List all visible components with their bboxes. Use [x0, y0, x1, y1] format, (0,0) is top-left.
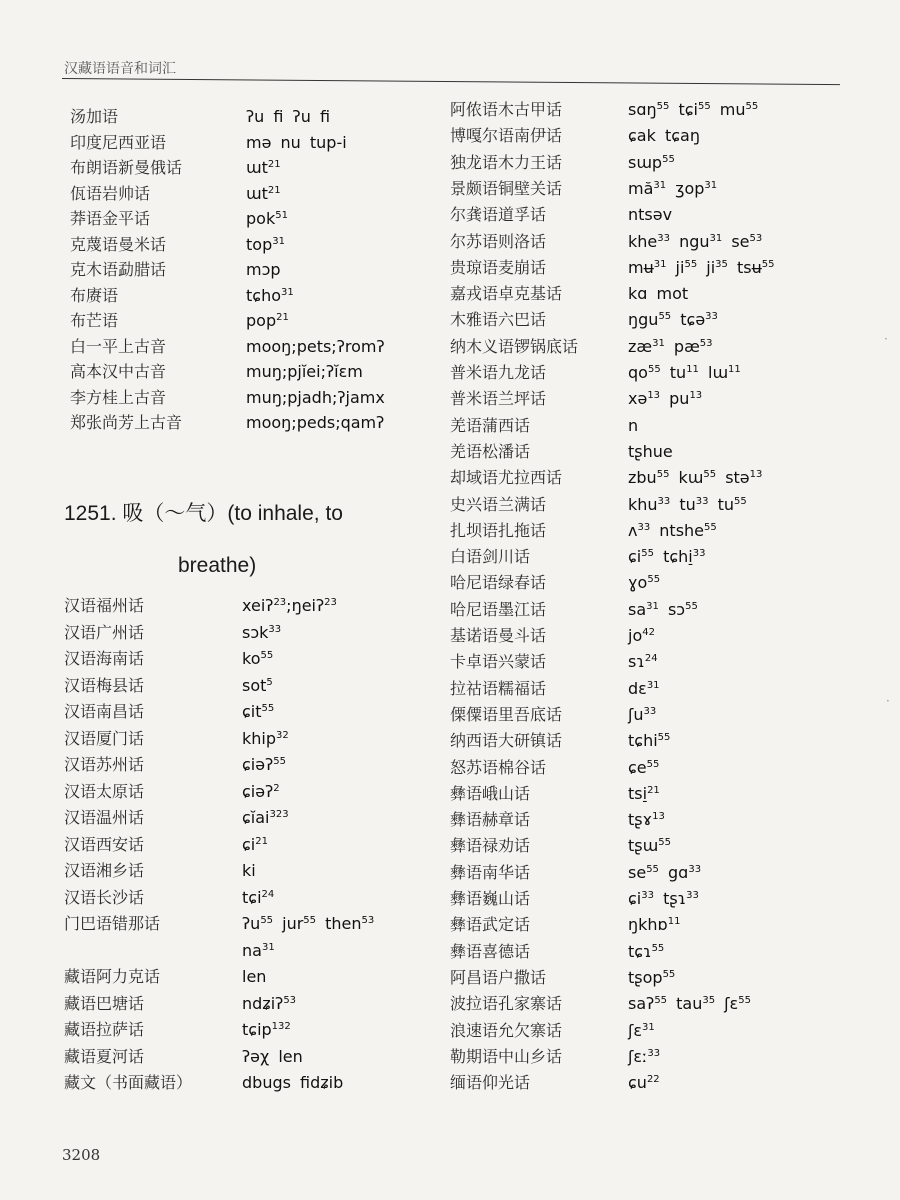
entry-heading	[64, 496, 343, 584]
phonetic-form: ʃu$^{33}$	[628, 704, 657, 724]
phonetic-form: sot$^5$	[242, 675, 273, 695]
language-name: 印度尼西亚语	[70, 132, 167, 152]
language-name: 贵琼语麦崩话	[450, 257, 547, 277]
language-name: 浪速语允欠寨话	[450, 1020, 563, 1040]
language-name: 门巴语错那话	[64, 914, 161, 933]
phonetic-form: sɑŋ$^{55}$ tɕi$^{55}$ $mu^{55}$	[628, 100, 759, 119]
entry-heading-line2: breathe)	[178, 554, 257, 577]
header-rule	[62, 78, 840, 85]
language-name: 彝语巍山话	[450, 889, 531, 908]
language-name: 藏语巴塘话	[64, 993, 145, 1013]
phonetic-form: ntsəv	[628, 205, 673, 225]
phonetic-form: ɕe$^{55}$	[628, 757, 660, 777]
language-name: 藏语夏河话	[64, 1046, 145, 1066]
phonetic-form: ʌ$^{33}$ ntshe$^{55}$	[628, 520, 717, 540]
phonetic-form: sɿ$^{24}$	[628, 652, 658, 672]
phonetic-form: sɯp$^{55}$	[628, 152, 675, 172]
phonetic-form: khu$^{33}$ $tu^{33}$ $tu^{55}$	[628, 494, 747, 514]
language-name: 羌语蒲西话	[450, 415, 531, 435]
language-name: 汉语梅县话	[64, 675, 145, 695]
language-name: 尔龚语道孚话	[450, 205, 547, 225]
phonetic-form: ɕi$^{21}$	[242, 834, 268, 854]
language-name: 史兴语兰满话	[450, 494, 547, 514]
language-name: 汤加语	[70, 107, 119, 126]
language-name: 普米语兰坪话	[450, 389, 547, 409]
phonetic-form: tɕhi$^{55}$	[628, 731, 671, 751]
phonetic-form: tʂɤ$^{13}$	[628, 810, 665, 830]
phonetic-form: mə nu tup-i	[246, 132, 347, 152]
language-name: 波拉语孔家寨话	[450, 994, 563, 1014]
language-name: 汉语海南话	[64, 649, 145, 668]
phonetic-form: ɕi$^{33}$ tʂɿ$^{33}$	[628, 889, 699, 908]
phonetic-form: ɕĭai$^{323}$	[242, 808, 289, 827]
phonetic-form: ɕiəʔ$^{55}$	[242, 755, 286, 774]
language-name: 克木语勐腊话	[70, 260, 167, 279]
phonetic-form: ŋgu$^{55}$ tɕə$^{33}$	[628, 310, 718, 330]
phonetic-form: xeiʔ$^{23}$;ŋeiʔ$^{23}$	[242, 596, 337, 615]
language-name: 彝语赫章话	[450, 810, 531, 830]
phonetic-form: dbugs fidʑib	[242, 1073, 344, 1092]
language-name: 汉语太原话	[64, 781, 145, 801]
language-name: 景颇语铜壁关话	[450, 178, 563, 198]
phonetic-form: ɕi$^{55}$ tɕhi̠$^{33}$	[628, 547, 706, 567]
phonetic-form: khe$^{33}$ ngu$^{31}$ $se^{53}$	[628, 231, 763, 251]
phonetic-form: $na^{31}$	[242, 940, 275, 960]
phonetic-form: n	[628, 415, 639, 435]
language-name: 克蔑语曼米话	[70, 234, 167, 254]
phonetic-form: kɑ mot	[628, 284, 689, 304]
phonetic-form: zbu$^{55}$ kɯ$^{55}$ stə$^{13}$	[628, 468, 763, 488]
phonetic-form: ŋkhɒ$^{11}$	[628, 915, 681, 935]
language-name: 木雅语六巴话	[450, 310, 547, 330]
language-name: 缅语仰光话	[450, 1073, 531, 1093]
language-name: 郑张尚芳上古音	[70, 413, 183, 432]
phonetic-form: tɕip$^{132}$	[242, 1020, 291, 1039]
phonetic-form: mooŋ;pets;ʔromʔ	[246, 336, 385, 356]
phonetic-form: ʃɛ$^{31}$	[628, 1020, 655, 1040]
language-name: 汉语湘乡话	[64, 861, 145, 880]
language-name: 汉语苏州话	[64, 755, 145, 774]
phonetic-form: ɕu$^{22}$	[628, 1073, 660, 1093]
phonetic-form: ɕiəʔ$^2$	[242, 781, 280, 801]
language-name: 白一平上古音	[70, 336, 167, 356]
language-name: 阿侬语木古甲话	[450, 100, 563, 119]
phonetic-form: khip$^{32}$	[242, 728, 289, 748]
phonetic-form: ʔu$^{55}$ jur$^{55}$ then$^{53}$	[242, 914, 375, 933]
phonetic-form: ɯt$^{21}$	[246, 183, 281, 203]
phonetic-form: sɔk$^{33}$	[242, 622, 282, 642]
margin-mark: ·	[884, 332, 888, 346]
language-name: 李方桂上古音	[70, 387, 167, 407]
language-name: 汉语厦门话	[64, 728, 145, 748]
language-name: 纳西语大研镇话	[450, 731, 563, 751]
phonetic-form: $zæ^{31}$ $pæ^{53}$	[628, 336, 713, 356]
language-name: 卡卓语兴蒙话	[450, 652, 547, 672]
language-name: 怒苏语棉谷话	[450, 757, 547, 777]
language-name: 汉语广州话	[64, 622, 145, 642]
language-name: 嘉戎语卓克基话	[450, 284, 563, 304]
phonetic-form: ki	[242, 861, 256, 880]
language-name: 基诺语曼斗话	[450, 626, 547, 645]
phonetic-form: tʂɯ$^{55}$	[628, 836, 671, 856]
language-name: 扎坝语扎拖话	[450, 520, 547, 540]
phonetic-form: ʔəχ len	[242, 1046, 303, 1066]
language-name: 哈尼语墨江话	[450, 599, 547, 619]
language-name: 汉语南昌话	[64, 702, 145, 721]
language-name: 布芒语	[70, 311, 119, 330]
phonetic-form: top$^{31}$	[246, 234, 285, 254]
phonetic-form: muŋ;pjĭei;ʔĭɛm	[246, 362, 363, 381]
phonetic-form: tʂhue	[628, 441, 673, 461]
language-name: 高本汉中古音	[70, 362, 167, 381]
phonetic-form: $sa^{31}$ sɔ$^{55}$	[628, 599, 698, 619]
language-name: 羌语松潘话	[450, 441, 531, 461]
language-name: 布赓语	[70, 285, 119, 305]
phonetic-form: tɕi$^{24}$	[242, 887, 275, 907]
language-name: 彝语喜德话	[450, 941, 531, 961]
phonetic-form: tsi̠$^{21}$	[628, 783, 660, 803]
language-name: 彝语禄劝话	[450, 836, 531, 856]
language-name: 勒期语中山乡话	[450, 1046, 563, 1066]
phonetic-form: mʉ$^{31}$ $ji^{55}$ $ji^{35}$ tsʉ$^{55}$	[628, 257, 775, 277]
language-name: 藏语阿力克话	[64, 967, 161, 986]
phonetic-form: $mă^{31}$ ʒop$^{31}$	[628, 178, 718, 198]
phonetic-form: dɛ$^{31}$	[628, 678, 660, 698]
phonetic-form: $qo^{55}$ $tu^{11}$ lɯ$^{11}$	[628, 363, 741, 382]
language-name: 彝语南华话	[450, 862, 531, 882]
phonetic-form: mooŋ;peds;qamʔ	[246, 413, 385, 432]
phonetic-form: saʔ$^{55}$ tau$^{35}$ ʃɛ$^{55}$	[628, 994, 751, 1014]
phonetic-form: pop$^{21}$	[246, 311, 289, 330]
language-name: 藏文（书面藏语）	[64, 1073, 193, 1092]
language-name: 莽语金平话	[70, 209, 151, 228]
phonetic-form: pok$^{51}$	[246, 209, 288, 228]
phonetic-form: ʃɛː$^{33}$	[628, 1046, 661, 1066]
language-name: 博嘎尔语南伊话	[450, 126, 563, 146]
running-head: 汉藏语语音和词汇	[64, 61, 176, 77]
phonetic-form: ɕak tɕaŋ	[628, 126, 700, 146]
phonetic-form: ndʑiʔ$^{53}$	[242, 993, 297, 1013]
phonetic-form: ɕit$^{55}$	[242, 702, 275, 721]
phonetic-form: ɣo$^{55}$	[628, 573, 661, 593]
phonetic-form: $jo^{42}$	[628, 626, 655, 645]
language-name: 佤语岩帅话	[70, 183, 151, 203]
language-name: 却域语尤拉西话	[450, 468, 563, 488]
language-name: 阿昌语户撒话	[450, 967, 547, 987]
phonetic-form: ʔu fi ʔu fi	[246, 107, 331, 126]
phonetic-form: xə$^{13}$ $pu^{13}$	[628, 389, 703, 409]
phonetic-form: mɔp	[246, 260, 281, 279]
margin-mark: ·	[886, 694, 890, 708]
language-name: 汉语温州话	[64, 808, 145, 827]
language-name: 独龙语木力王话	[450, 152, 563, 172]
phonetic-form: ɯt$^{21}$	[246, 158, 281, 177]
phonetic-form: $se^{55}$ gɑ$^{33}$	[628, 862, 702, 882]
language-name: 汉语长沙话	[64, 887, 145, 907]
phonetic-form: muŋ;pjadh;ʔjamx	[246, 387, 385, 407]
phonetic-form: $ko^{55}$	[242, 649, 274, 668]
language-name: 傈僳语里吾底话	[450, 704, 563, 724]
language-name: 藏语拉萨话	[64, 1020, 145, 1039]
phonetic-form: tɕɿ$^{55}$	[628, 941, 665, 961]
phonetic-form: len	[242, 967, 267, 986]
page-number: 3208	[62, 1146, 101, 1164]
phonetic-form: tɕho$^{31}$	[246, 285, 294, 305]
language-name: 尔苏语则洛话	[450, 231, 547, 251]
language-name: 哈尼语绿春话	[450, 573, 547, 593]
language-name: 白语剑川话	[450, 547, 531, 567]
language-name: 纳木义语锣锅底话	[450, 336, 579, 356]
language-name: 汉语西安话	[64, 834, 145, 854]
language-name: 布朗语新曼俄话	[70, 158, 183, 177]
language-name: 彝语武定话	[450, 915, 531, 935]
language-name: 拉祜语糯福话	[450, 678, 547, 698]
language-name: 彝语峨山话	[450, 783, 531, 803]
language-name: 汉语福州话	[64, 596, 145, 615]
language-name: 普米语九龙话	[450, 363, 547, 382]
phonetic-form: tʂop$^{55}$	[628, 967, 676, 987]
entry-heading-line1: 1251. 吸（～气）(to inhale, to	[64, 502, 343, 525]
